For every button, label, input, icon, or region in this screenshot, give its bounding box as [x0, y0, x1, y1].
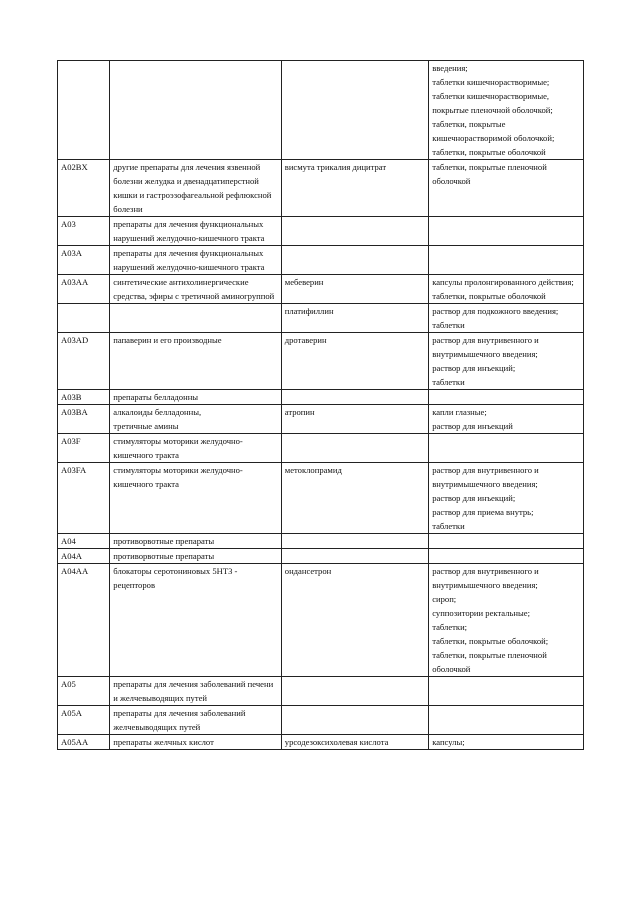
dosage-forms-cell [429, 677, 584, 706]
table-row [58, 61, 584, 160]
group-name-cell [110, 304, 281, 333]
atc-code-cell: A05A [58, 706, 110, 735]
table-row [58, 706, 584, 735]
group-name-cell: блокаторы серотониновых 5HT3 - рецепторов [110, 564, 281, 677]
group-name-cell: препараты белладонны [110, 390, 281, 405]
substance-cell [281, 549, 428, 564]
substance-cell [281, 61, 428, 160]
atc-code-cell: A04A [58, 549, 110, 564]
dosage-forms-cell: таблетки, покрытые пленочной оболочкой [429, 160, 584, 217]
group-name-cell [110, 61, 281, 160]
table-row [58, 304, 584, 333]
atc-code-cell: A04 [58, 534, 110, 549]
group-name-cell: стимуляторы моторики желудочно-кишечного тракта [110, 434, 281, 463]
atc-code-cell: A03AA [58, 275, 110, 304]
dosage-forms-cell: раствор для внутривенного и внутримышечного введения; сироп; суппозитории ректальные; таблетки; таблетки, покрытые оболочкой; таблетки, покрытые пленочной оболочкой [429, 564, 584, 677]
dosage-forms-cell [429, 534, 584, 549]
substance-cell [281, 217, 428, 246]
dosage-forms-cell [429, 390, 584, 405]
group-name-cell: другие препараты для лечения язвенной болезни желудка и двенадцатиперстной кишки и гастроэзофагеальной рефлюксной болезни [110, 160, 281, 217]
table-row [58, 160, 584, 217]
table-row [58, 564, 584, 677]
substance-cell [281, 534, 428, 549]
dosage-forms-cell: капсулы; [429, 735, 584, 750]
atc-code-cell: A02BX [58, 160, 110, 217]
dosage-forms-cell [429, 706, 584, 735]
table-row [58, 217, 584, 246]
substance-cell: мебеверин [281, 275, 428, 304]
group-name-cell: препараты для лечения функциональных нарушений желудочно-кишечного тракта [110, 217, 281, 246]
dosage-forms-cell: капсулы пролонгированного действия; таблетки, покрытые оболочкой [429, 275, 584, 304]
atc-code-cell: A03B [58, 390, 110, 405]
table-row [58, 434, 584, 463]
group-name-cell: препараты для лечения заболеваний желчевыводящих путей [110, 706, 281, 735]
table-row [58, 534, 584, 549]
atc-code-cell [58, 304, 110, 333]
dosage-forms-cell [429, 549, 584, 564]
substance-cell: платифиллин [281, 304, 428, 333]
substance-cell [281, 390, 428, 405]
table-row [58, 677, 584, 706]
atc-code-cell: A03A [58, 246, 110, 275]
dosage-forms-cell: раствор для внутривенного и внутримышечного введения; раствор для инъекций; таблетки [429, 333, 584, 390]
atc-code-cell: A03 [58, 217, 110, 246]
substance-cell [281, 677, 428, 706]
group-name-cell: противорвотные препараты [110, 549, 281, 564]
substance-cell: атропин [281, 405, 428, 434]
substance-cell: дротаверин [281, 333, 428, 390]
drug-classification-table [57, 60, 584, 750]
atc-code-cell: A03BA [58, 405, 110, 434]
group-name-cell: стимуляторы моторики желудочно-кишечного тракта [110, 463, 281, 534]
dosage-forms-cell: раствор для подкожного введения; таблетки [429, 304, 584, 333]
atc-code-cell: A03F [58, 434, 110, 463]
group-name-cell: препараты для лечения функциональных нарушений желудочно-кишечного тракта [110, 246, 281, 275]
substance-cell [281, 434, 428, 463]
substance-cell: урсодезоксихолевая кислота [281, 735, 428, 750]
dosage-forms-cell: капли глазные; раствор для инъекций [429, 405, 584, 434]
substance-cell: метоклопрамид [281, 463, 428, 534]
atc-code-cell: A03FA [58, 463, 110, 534]
substance-cell: ондансетрон [281, 564, 428, 677]
table-body [58, 61, 584, 750]
atc-code-cell: A04AA [58, 564, 110, 677]
substance-cell: висмута трикалия дицитрат [281, 160, 428, 217]
group-name-cell: синтетические антихолинергические средства, эфиры с третичной аминогруппой [110, 275, 281, 304]
table-row [58, 463, 584, 534]
dosage-forms-cell [429, 246, 584, 275]
table-row [58, 275, 584, 304]
table-row [58, 735, 584, 750]
substance-cell [281, 706, 428, 735]
atc-code-cell: A03AD [58, 333, 110, 390]
atc-code-cell: A05 [58, 677, 110, 706]
dosage-forms-cell [429, 434, 584, 463]
dosage-forms-cell: введения; таблетки кишечнорастворимые; таблетки кишечнорастворимые, покрытые пленочной оболочкой; таблетки, покрытые кишечнорастворимой оболочкой; таблетки, покрытые оболочкой [429, 61, 584, 160]
group-name-cell: папаверин и его производные [110, 333, 281, 390]
group-name-cell: препараты желчных кислот [110, 735, 281, 750]
table-row [58, 390, 584, 405]
group-name-cell: препараты для лечения заболеваний печени и желчевыводящих путей [110, 677, 281, 706]
substance-cell [281, 246, 428, 275]
dosage-forms-cell: раствор для внутривенного и внутримышечного введения; раствор для инъекций; раствор для приема внутрь; таблетки [429, 463, 584, 534]
atc-code-cell [58, 61, 110, 160]
dosage-forms-cell [429, 217, 584, 246]
table-row [58, 549, 584, 564]
table-row [58, 405, 584, 434]
table-row [58, 246, 584, 275]
table-row [58, 333, 584, 390]
group-name-cell: противорвотные препараты [110, 534, 281, 549]
group-name-cell: алкалоиды белладонны, третичные амины [110, 405, 281, 434]
atc-code-cell: A05AA [58, 735, 110, 750]
